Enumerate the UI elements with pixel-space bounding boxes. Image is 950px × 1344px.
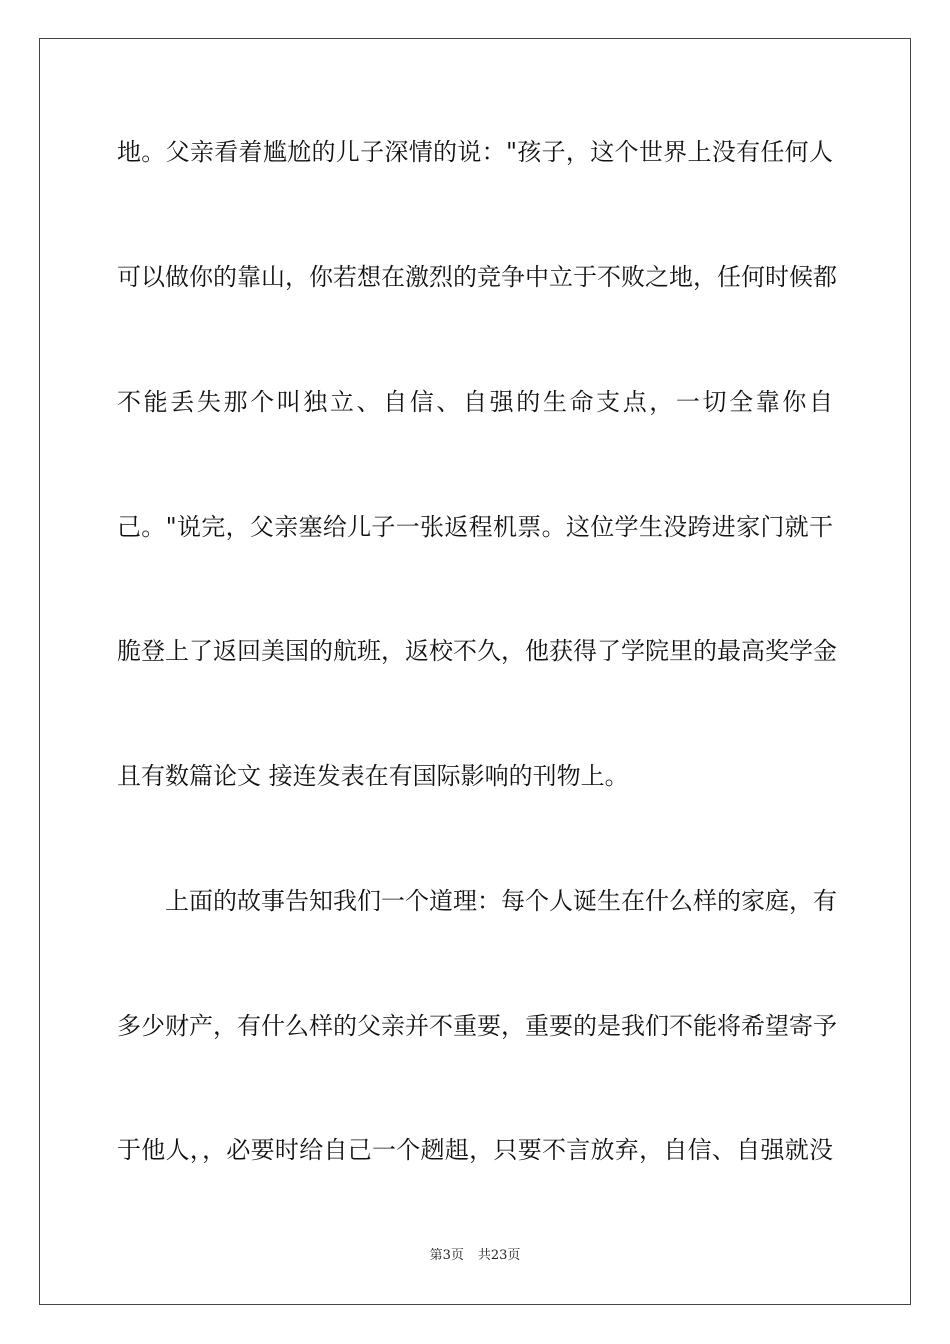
text-line-7: 上面的故事告知我们一个道理：每个人诞生在什么样的家庭，有 [165,887,837,915]
text-line-4: 己。"说完，父亲塞给儿子一张返程机票。这位学生没跨进家门就干 [117,513,833,541]
text-line-8: 多少财产，有什么样的父亲并不重要，重要的是我们不能将希望寄予 [117,1012,837,1040]
text-line-3: 不能丢失那个叫独立、自信、自强的生命支点，一切全靠你自 [117,388,833,416]
page-total: 共23页 [477,1248,521,1263]
text-line-5: 脆登上了返回美国的航班，返校不久，他获得了学院里的最高奖学金 [117,637,837,665]
text-line-1: 地。父亲看着尴尬的儿子深情的说："孩子，这个世界上没有任何人 [117,138,833,166]
page-border [39,38,911,1305]
page-footer [0,1247,950,1265]
text-line-6: 且有数篇论文 接连发表在有国际影响的刊物上。 [117,762,629,790]
page-number: 第3页 [429,1248,464,1263]
text-line-9: 于他人，，必要时给自己一个趔趄，只要不言放弃，自信、自强就没 [117,1136,833,1164]
text-line-2: 可以做你的靠山，你若想在激烈的竞争中立于不败之地，任何时候都 [117,263,837,291]
